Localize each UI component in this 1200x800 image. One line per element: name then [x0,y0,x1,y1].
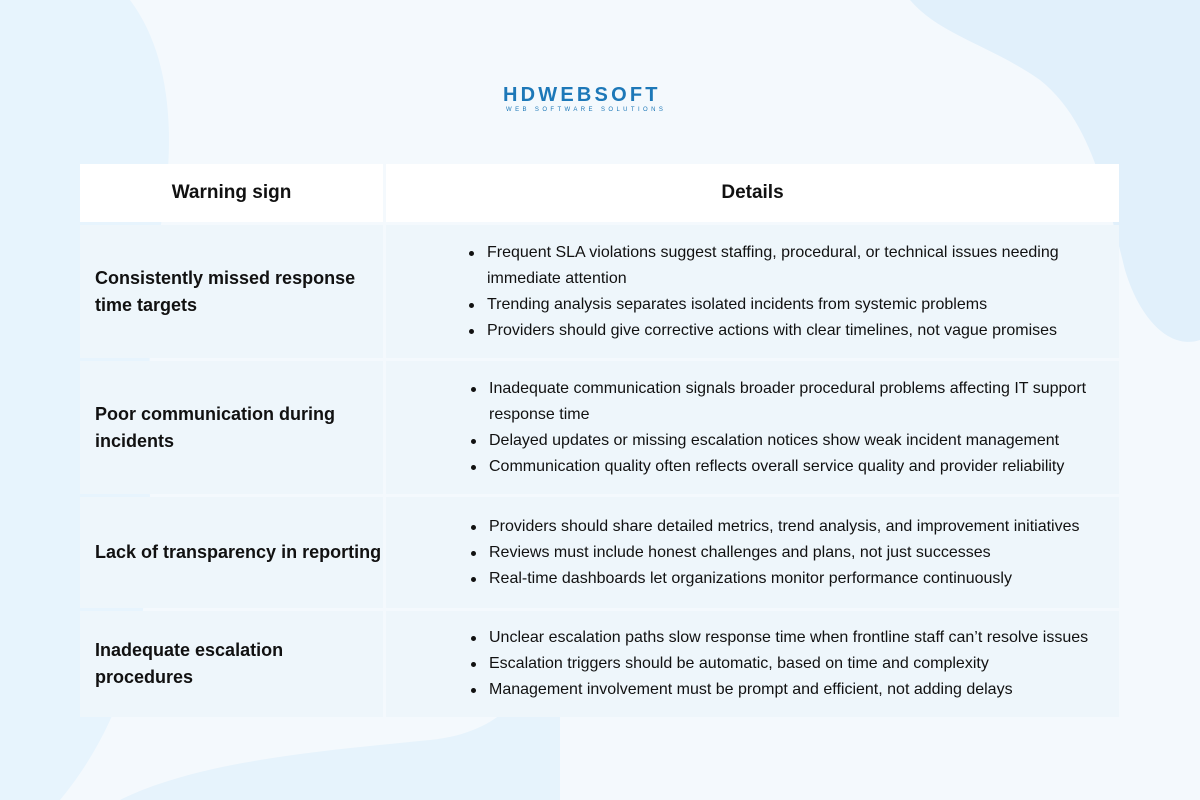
header-details: Details [386,164,1119,222]
detail-item: Reviews must include honest challenges and plans, not just successes [471,540,1111,566]
detail-item: Providers should share detailed metrics, trend analysis, and improvement initiatives [471,514,1111,540]
warning-sign-cell [80,497,383,608]
warning-sign-label: Inadequate escalation procedures [95,640,284,687]
warning-sign-label: Consistently missed response time targets [95,267,356,315]
warning-sign-label: Lack of transparency in reporting [95,542,382,562]
detail-item: Communication quality often reflects overall service quality and provider reliability [471,454,1111,480]
warning-signs-table [80,164,1119,720]
logo-wordmark: HDWEBSOFT [503,84,661,106]
logo-tagline: WEB SOFTWARE SOLUTIONS [506,107,667,113]
details-list [386,625,1117,703]
table-row [80,225,1119,358]
detail-item: Trending analysis separates isolated incidents from systemic problems [469,292,1109,318]
header-warning-sign: Warning sign [80,164,383,222]
detail-item: Delayed updates or missing escalation notices show weak incident management [471,428,1111,454]
table-header-row [80,164,1119,222]
details-cell [386,361,1119,494]
details-cell [386,225,1119,358]
details-cell [386,611,1119,717]
detail-item: Unclear escalation paths slow response time when frontline staff can’t resolve issues [471,625,1117,651]
table-row [80,361,1119,494]
table-row [80,497,1119,608]
warning-sign-cell [80,611,383,717]
detail-item: Escalation triggers should be automatic, based on time and complexity [471,651,1117,677]
detail-item: Frequent SLA violations suggest staffing, procedural, or technical issues needing immediate attention [469,240,1109,292]
warning-sign-cell [80,225,383,358]
detail-item: Management involvement must be prompt and efficient, not adding delays [471,677,1117,703]
warning-sign-label: Poor communication during incidents [95,403,336,451]
details-list [386,514,1111,592]
details-list [386,376,1111,480]
hdwebsoft-logo [503,84,703,118]
table-row [80,611,1119,717]
detail-item: Providers should give corrective actions with clear timelines, not vague promises [469,318,1109,344]
detail-item: Real-time dashboards let organizations monitor performance continuously [471,566,1111,592]
details-list [386,240,1109,344]
warning-sign-cell [80,361,383,494]
details-cell [386,497,1119,608]
detail-item: Inadequate communication signals broader procedural problems affecting IT support response time [471,376,1111,428]
